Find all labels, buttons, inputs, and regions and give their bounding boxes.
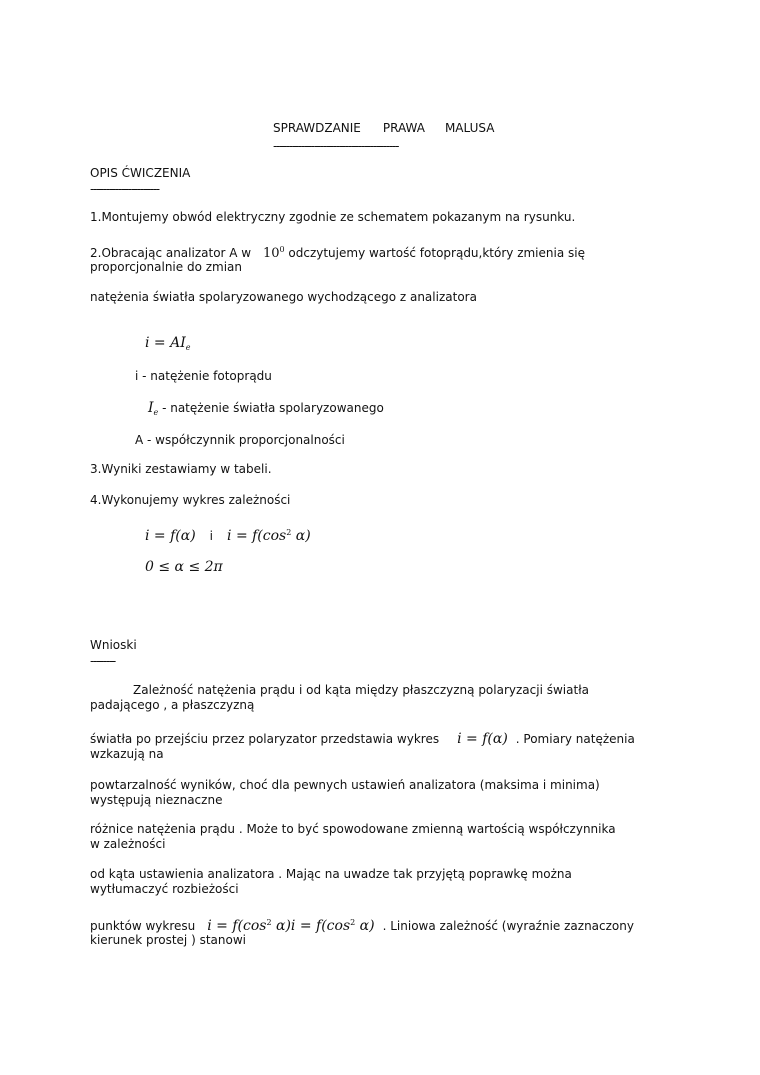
equation-i-equals-AIe: $i = AI_e$ xyxy=(145,335,191,352)
conclusion-p2-line-1: światła po przejściu przez polaryzator przedstawia wykres i = f(α) . Pomiary natężenia xyxy=(90,731,635,747)
conclusion-p5-line-2: wytłumaczyć rozbieżości xyxy=(90,882,239,896)
equation-alpha-range: 0 ≤ α ≤ 2π xyxy=(145,559,223,575)
conclusion-p3-line-2: występują nieznaczne xyxy=(90,793,223,807)
math-i-f-alpha: i = f(α) xyxy=(457,731,508,747)
section-heading-wnioski: Wnioski xyxy=(90,638,137,652)
document-title xyxy=(273,121,494,136)
title-word-2: PRAWA xyxy=(382,121,425,135)
math-i-f-cos2-alpha-1: $i = f(\cos^2$ α) xyxy=(207,918,291,934)
definition-i: i - natężenie fotoprądu xyxy=(135,369,272,383)
equation-i-f-alpha: i = f(α) i $i = f(\cos^2$ α) xyxy=(145,528,311,544)
conclusion-p4-line-1: różnice natężenia prądu . Może to być spowodowane zmienną wartością współczynnika xyxy=(90,822,616,836)
conclusion-p4-line-2: w zależności xyxy=(90,837,166,851)
step-3: 3.Wyniki zestawiamy w tabeli. xyxy=(90,462,272,476)
definition-ie: $I_e$ - natężenie światła spolaryzowanego xyxy=(148,400,384,417)
conclusion-p1-line-1: Zależność natężenia prądu i od kąta między płaszczyzną polaryzacji światła xyxy=(133,683,589,697)
conclusion-p6-line-1: punktów wykresu $i = f(\cos^2$ $\alpha)i = f(\cos^2$ α) . Liniowa zależność (wyraźnie zaznaczony xyxy=(90,918,634,934)
title-underline: ---------------------------------------- xyxy=(273,139,399,153)
section-heading-opis: OPIS ĆWICZENIA xyxy=(90,166,191,180)
title-word-3: MALUSA xyxy=(444,121,495,135)
conclusion-p6-line-2: kierunek prostej ) stanowi xyxy=(90,933,246,947)
conclusion-p5-line-1: od kąta ustawienia analizatora . Mając na uwadze tak przyjętą poprawkę można xyxy=(90,867,572,881)
step-1: 1.Montujemy obwód elektryczny zgodnie ze schematem pokazanym na rysunku. xyxy=(90,210,576,224)
section-heading-wnioski-underline: -------- xyxy=(90,654,116,668)
section-heading-opis-underline: ---------------------- xyxy=(90,182,159,196)
step-4: 4.Wykonujemy wykres zależności xyxy=(90,493,291,507)
step-2-line-3: natężenia światła spolaryzowanego wychodzącego z analizatora xyxy=(90,290,477,304)
conclusion-p3-line-1: powtarzalność wyników, choć dla pewnych ustawień analizatora (maksima i minima) xyxy=(90,778,600,792)
math-i-f-cos2-alpha-2: $i = f(\cos^2$ α) xyxy=(290,918,375,934)
conclusion-p1-line-2: padającego , a płaszczyzną xyxy=(90,698,255,712)
conclusion-p2-line-2: wzkazują na xyxy=(90,747,164,761)
step-2-line-1: 2.Obracając analizator A w $10^0$ odczytujemy wartość fotoprądu,który zmienia się xyxy=(90,245,585,261)
definition-a: A - współczynnik proporcjonalności xyxy=(135,433,345,447)
angle-value: $10^0$ xyxy=(262,245,285,261)
step-2-line-2: proporcjonalnie do zmian xyxy=(90,260,243,274)
title-word-1: SPRAWDZANIE xyxy=(273,121,361,135)
